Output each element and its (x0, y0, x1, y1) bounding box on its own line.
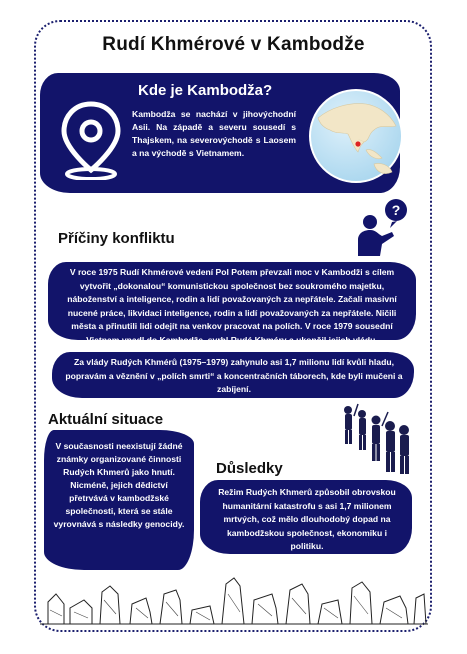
causes-paragraph-2: Za vlády Rudých Khmérů (1975–1979) zahynulo asi 1,7 milionu lidí kvůli hladu, popravám a věznění v „polích smrti“ a koncentračních táborech, kde byli mučeni a zabíjení. (65, 357, 403, 394)
globe-map-icon (308, 88, 404, 184)
svg-text:?: ? (391, 202, 401, 218)
page-title: Rudí Khmérové v Kambodže (102, 34, 365, 55)
question-speaker-icon (356, 196, 414, 258)
soldiers-silhouette-icon (318, 400, 416, 476)
current-heading: Aktuální situace (48, 411, 164, 428)
effects-heading: Důsledky (216, 460, 283, 477)
causes-paragraph-1: V roce 1975 Rudí Khmérové vedení Pol Potem převzali moc v Kambodži s cílem vytvořit „dokonalou“ komunistickou společnost bez soukromého majetku, náboženství a inteligence, rodin a lidí považovaných za nepřátele. Začali masivní nucené práce, likvidaci inteligence, rodin a lidí považovaných za nepřátele. Ničili města a přinutili lidi odejít na venkov pracovat na polích. V roce 1979 sousední Vietnam vpadl do Kambodže, svrhl Rudé Khméry a ukončil jejich vládu. (67, 267, 397, 345)
location-pin-icon (56, 100, 126, 180)
where-text: Kambodža se nachází v jihovýchodní Asii. Na západě a severu sousedí s Thajskem, na severovýchodě s Laosem a na východě s Vietnamem. (132, 109, 296, 158)
causes-heading: Příčiny konfliktu (58, 230, 175, 247)
current-text: V současnosti neexistují žádné známky organizované činnosti Rudých Khmerů jako hnutí. Nicméně, jejich dědictví přetrvává v kambodžské společnosti, která se stále vyrovnává s následky genocidy. (53, 441, 185, 529)
effects-text: Režim Rudých Khmerů způsobil obrovskou humanitární katastrofu s asi 1,7 milionem mrtvých, což mělo dlouhodobý dopad na kambodžskou společnost, ekonomiku i politiku. (218, 487, 396, 551)
ruins-sketch-image (40, 564, 428, 630)
where-heading: Kde je Kambodža? (138, 82, 273, 99)
